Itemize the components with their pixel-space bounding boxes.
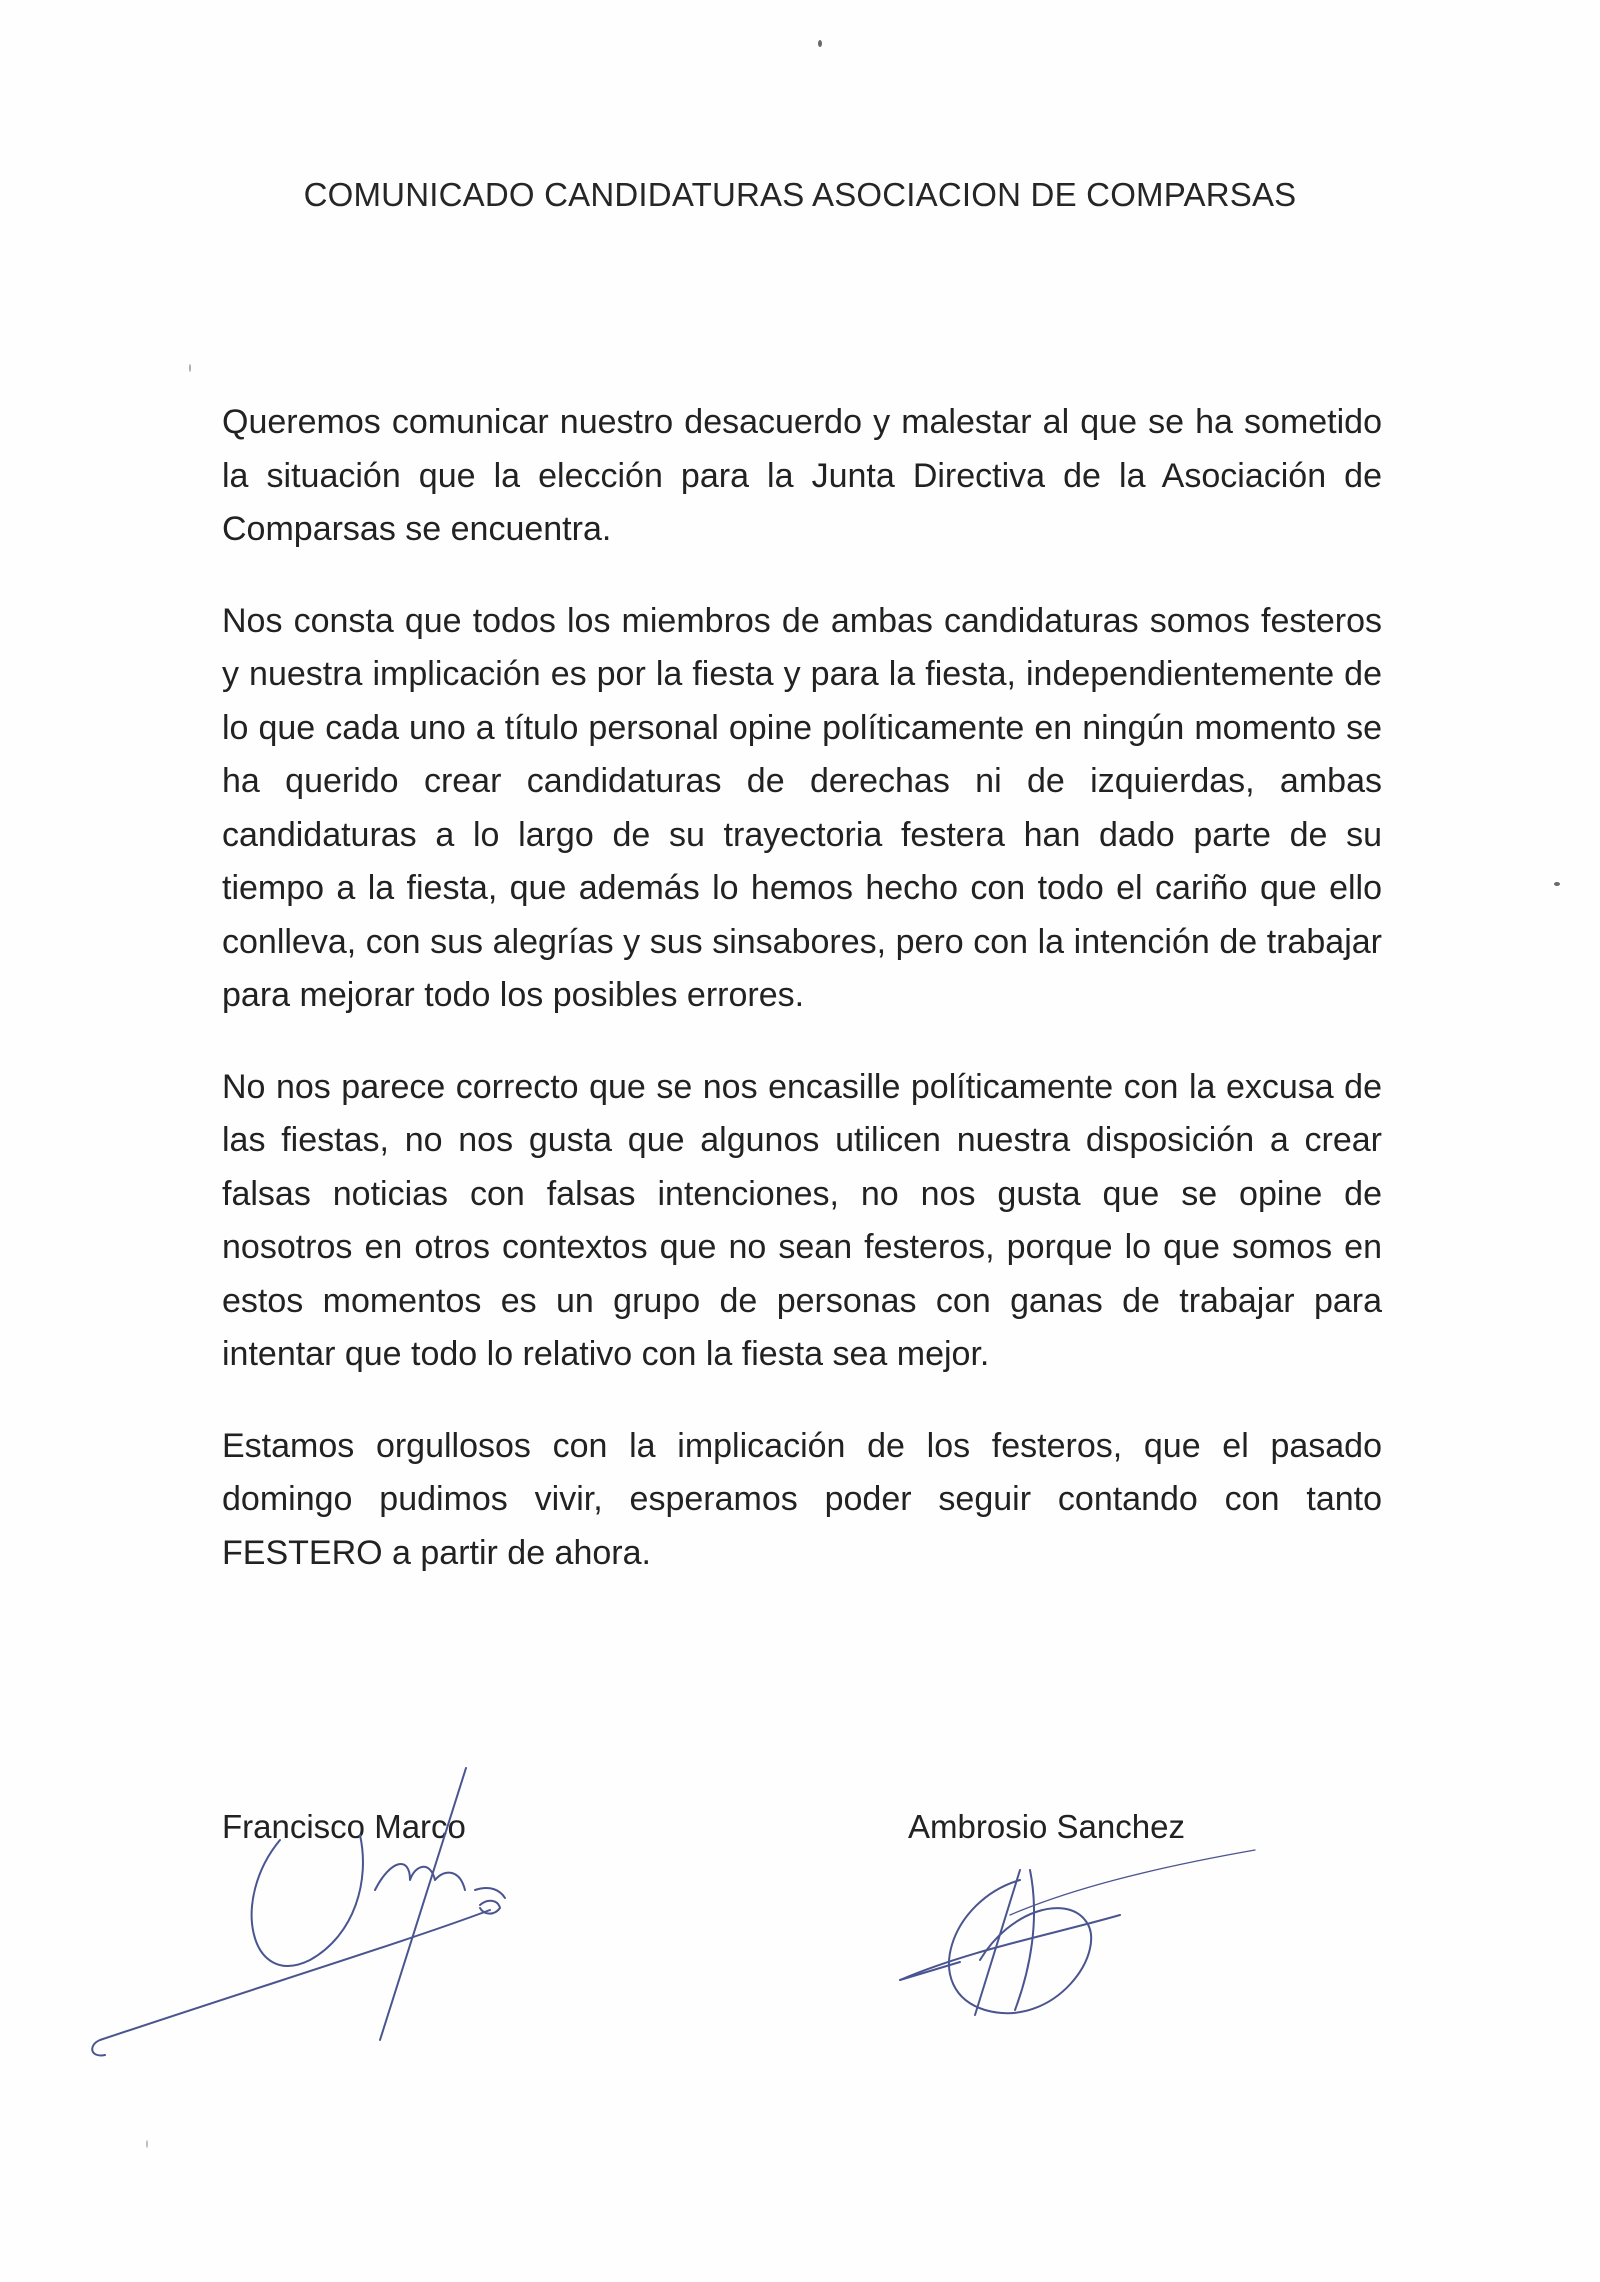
signatory-name-right: Ambrosio Sanchez [908,1808,1185,1845]
scan-speck [818,40,822,47]
document-body [222,396,1382,1618]
scan-speck [1554,882,1560,886]
scan-speck [146,2140,148,2148]
paragraph-4: Estamos orgullosos con la implicación de los festeros, que el pasado domingo pudimos vivir, esperamos poder seguir contando con tanto FESTERO a partir de ahora. [222,1426,1382,1572]
paragraph-2: Nos consta que todos los miembros de ambas candidaturas somos festeros y nuestra implicación es por la fiesta y para la fiesta, independientemente de lo que cada uno a título personal opine políticamente en ningún momento se ha querido crear candidaturas de derechas ni de izquierdas, ambas candidaturas a lo largo de su trayectoria festera han dado parte de su tiempo a la fiesta, que además lo hemos hecho con todo el cariño que ello conlleva, con sus alegrías y sus sinsabores, pero con la intención de trabajar para mejorar todo los posibles errores. [222,601,1382,1014]
signature-left [80,1740,560,2070]
scan-speck [189,364,191,372]
paragraph-3: No nos parece correcto que se nos encasille políticamente con la excusa de las fiestas, no nos gusta que algunos utilicen nuestra disposición a crear falsas noticias con falsas intenciones, no nos gusta que se opine de nosotros en otros contextos que no sean festeros, porque lo que somos en estos momentos es un grupo de personas con ganas de trabajar para intentar que todo lo relativo con la fiesta sea mejor. [222,1067,1382,1373]
document-title: COMUNICADO CANDIDATURAS ASOCIACION DE COMPARSAS [303,176,1297,213]
signatory-name-left: Francisco Marco [222,1808,466,1845]
signature-right [890,1840,1270,2040]
paragraph-1: Queremos comunicar nuestro desacuerdo y malestar al que se ha sometido la situación que la elección para la Junta Directiva de la Asociación de Comparsas se encuentra. [222,403,1382,548]
